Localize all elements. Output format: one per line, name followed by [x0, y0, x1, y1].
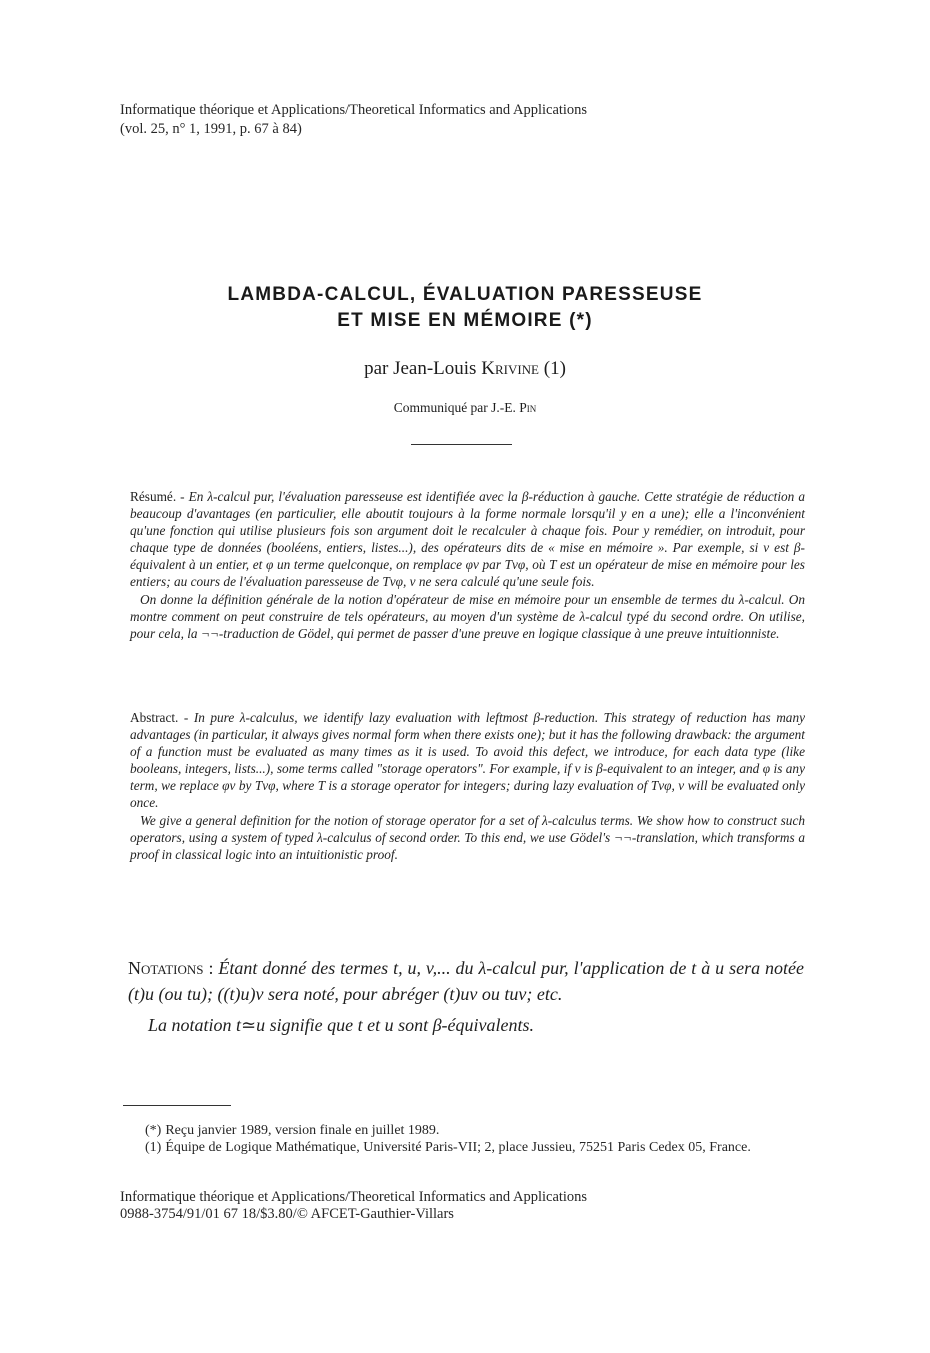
notations-text-1: Étant donné des termes t, u, v,... du λ-calcul pur, l'application de t à u sera notée (t)u (ou tu); ((t)u)v sera noté, pour abréger (t)uv ou tuv; etc.: [128, 958, 804, 1004]
footnote-mark: (1): [145, 1140, 162, 1155]
abstract-text-1: In pure λ-calculus, we identify lazy evaluation with leftmost β-reduction. This strategy of reduction has many advantages (in particular, it always gives normal form when there exists one); but it has the following drawback: the argument of a function must be evaluated as many times as it is used. To avoid this defect, we introduce, for each data type (like booleans, integers, lists...), some terms called "storage operators". For example, if ν is β-equivalent to an integer, and φ is any term, we replace φν by Tνφ, where T is a storage operator for integers; during lazy evaluation of Tνφ, ν will be evaluated only once.: [130, 710, 805, 811]
notations-paragraph-1: [128, 955, 804, 1007]
abstract-section: [130, 709, 805, 863]
footer-issn-copyright: 0988-3754/91/01 67 18/$3.80/© AFCET-Gauthier-Villars: [120, 1206, 454, 1222]
resume-section: [130, 488, 805, 642]
paper-title-line-1: LAMBDA-CALCUL, ÉVALUATION PARESSEUSE: [227, 284, 703, 305]
author-footnote-mark: (1): [543, 358, 566, 379]
author-prefix: par Jean-Louis: [364, 358, 482, 379]
notations-label: Notations :: [128, 958, 219, 978]
footnote-mark: (*): [145, 1123, 162, 1138]
author-name: Krivine: [481, 358, 539, 379]
communicated-by: [0, 399, 930, 417]
resume-paragraph-1: [130, 488, 805, 591]
communicated-name: Pin: [519, 400, 537, 415]
abstract-text-2: We give a general definition for the notion of storage operator for a set of λ-calculus terms. We show how to construct such operators, using a system of typed λ-calculus of second order. To this end, we use Gödel's ¬¬-translation, which transforms a proof in classical logic into an intuitionistic proof.: [130, 812, 805, 862]
footnote-affiliation: [125, 1139, 805, 1156]
footer-journal-title: Informatique théorique et Applications/Theoretical Informatics and Applications: [120, 1189, 588, 1205]
footnote-received: [125, 1122, 805, 1139]
abstract-paragraph-2: [130, 812, 805, 863]
title-divider: [411, 444, 512, 445]
paper-title-line-2: ET MISE EN MÉMOIRE (*): [337, 310, 593, 331]
abstract-paragraph-1: [130, 709, 805, 812]
resume-text-2: On donne la définition générale de la notion d'opérateur de mise en mémoire pour un ensemble de termes du λ-calcul. On montre comment on peut construire de tels opérateurs, au moyen d'un système de λ-calcul typé du second ordre. On utilise, pour cela, la ¬¬-traduction de Gödel, qui permet de passer d'une preuve en logique classique à une preuve intuitionniste.: [130, 591, 805, 641]
journal-header-volume: (vol. 25, n° 1, 1991, p. 67 à 84): [120, 121, 302, 137]
abstract-label: Abstract. -: [130, 710, 194, 725]
notations-paragraph-2: [128, 1012, 804, 1038]
communicated-prefix: Communiqué par J.-E.: [393, 400, 520, 415]
resume-paragraph-2: [130, 591, 805, 642]
footnote-divider: [123, 1105, 231, 1106]
journal-header-title: Informatique théorique et Applications/Theoretical Informatics and Applications: [120, 102, 588, 118]
notations-section: [128, 955, 804, 1038]
footnote-text: Équipe de Logique Mathématique, Université Paris-VII; 2, place Jussieu, 75251 Paris Cedex 05, France.: [165, 1140, 751, 1155]
author-byline: [0, 357, 930, 381]
footnote-text: Reçu janvier 1989, version finale en juillet 1989.: [165, 1123, 440, 1138]
resume-label: Résumé. -: [130, 489, 189, 504]
notations-text-2: La notation t≃u signifie que t et u sont β-équivalents.: [148, 1015, 535, 1035]
resume-text-1: En λ-calcul pur, l'évaluation paresseuse est identifiée avec la β-réduction à gauche. Cette stratégie de réduction a beaucoup d'avantages (en particulier, elle aboutit toujours à la forme normale lorsqu'il y en a une); elle a l'inconvénient qu'une fonction qui utilise plusieurs fois son argument doit le recalculer à chaque fois. Pour y remédier, on introduit, pour chaque type de données (booléens, entiers, listes...), des opérateurs dits de « mise en mémoire ». Par exemple, si ν est β-équivalent à un entier, et φ un terme quelconque, on remplace φν par Tνφ, où T est un opérateur de mise en mémoire pour les entiers; au cours de l'évaluation paresseuse de Tνφ, ν ne sera calculé qu'une seule fois.: [130, 489, 805, 590]
